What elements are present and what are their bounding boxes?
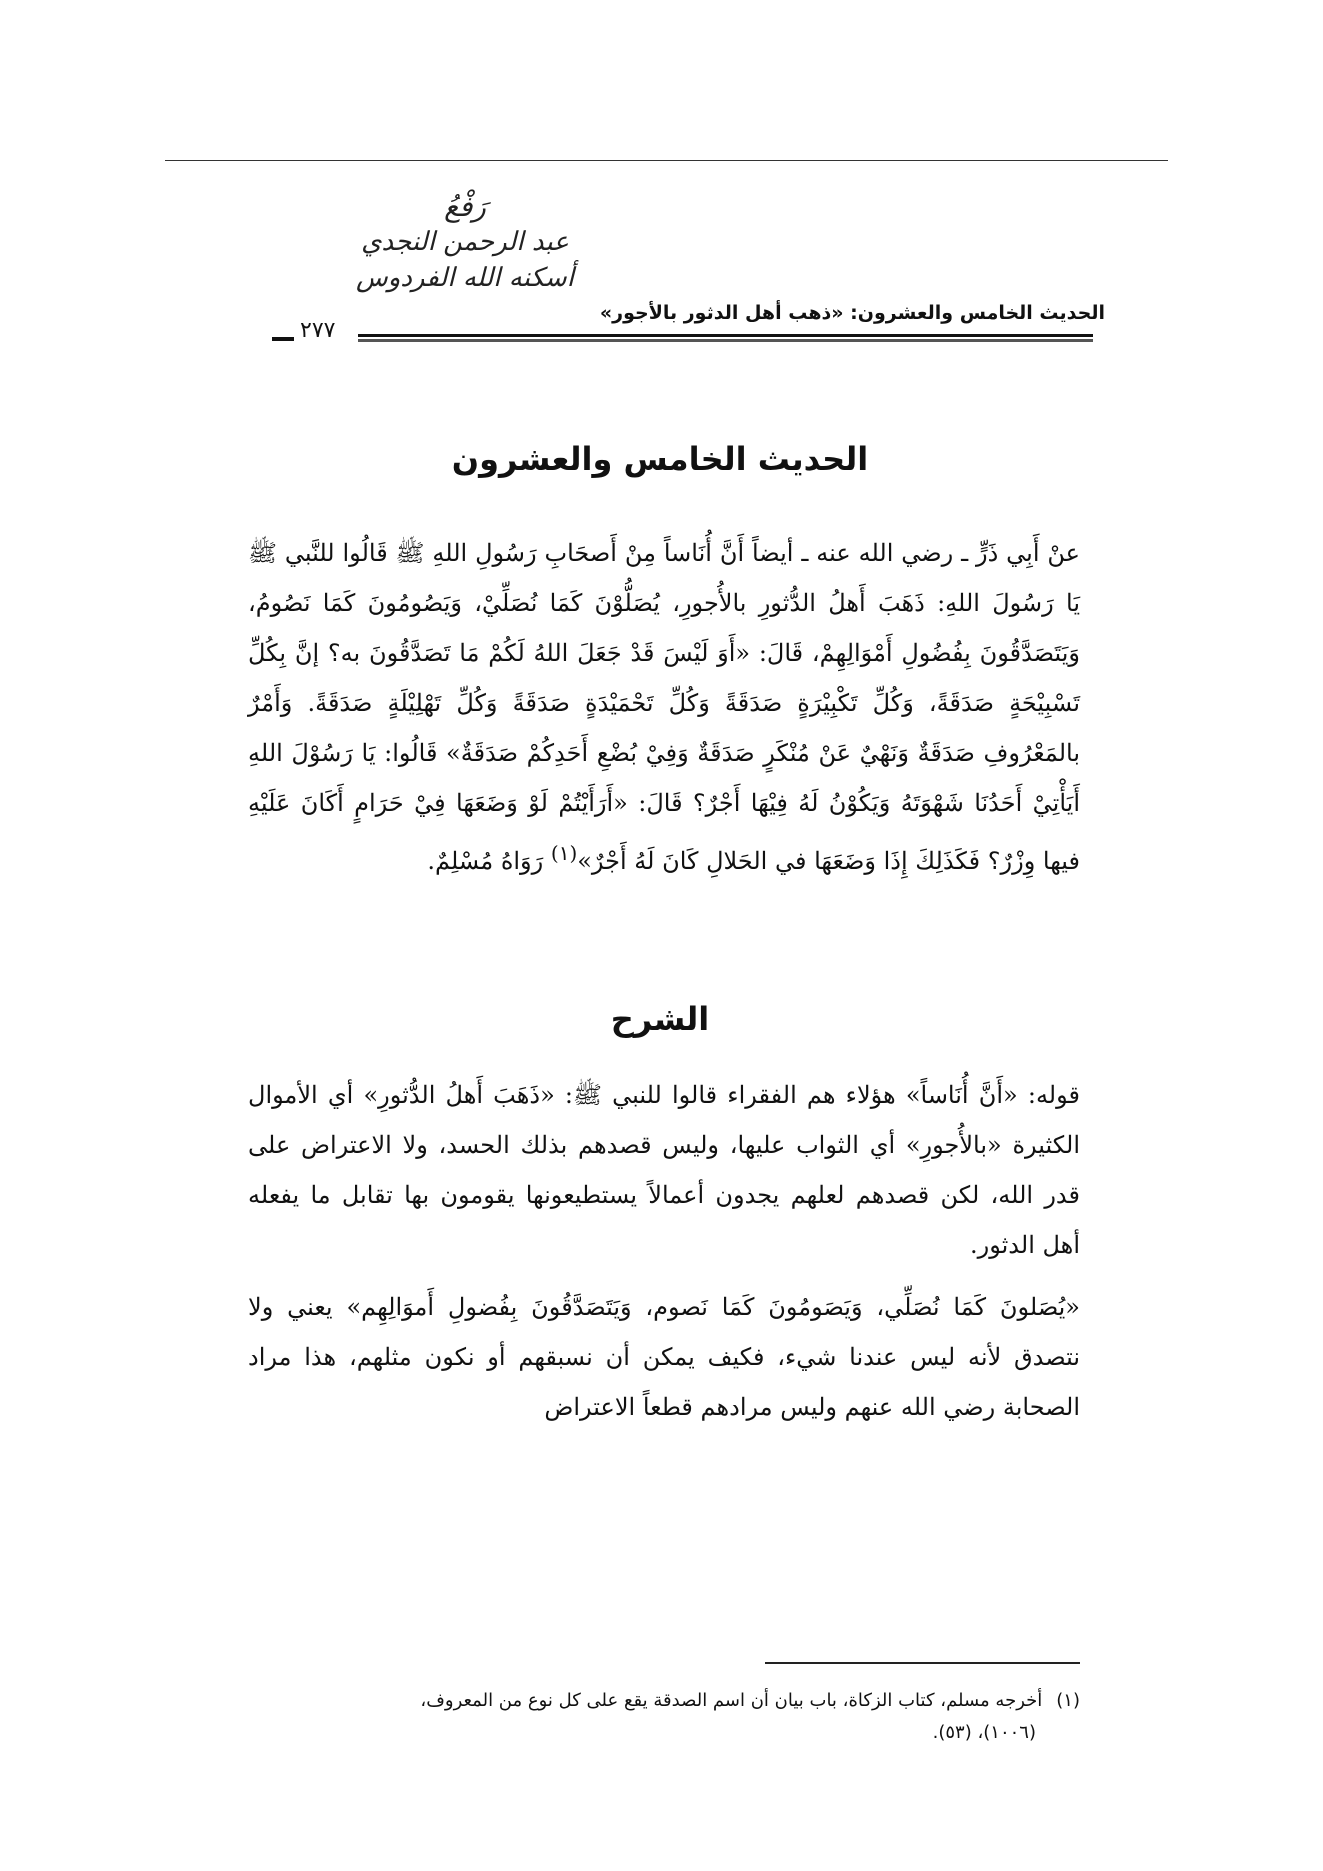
commentary-title: الشرح	[610, 1000, 710, 1038]
ownership-stamp	[335, 190, 595, 325]
footnote-number: (١)	[1056, 1690, 1080, 1711]
hadith-body: عنْ أَبِي ذَرٍّ ـ رضي الله عنه ـ أيضاً أَنَّ أُنَاساً مِنْ أَصحَابِ رَسُولِ اللهِ ﷺ قَالُوا للنَّبي ﷺ يَا رَسُولَ اللهِ: ذَهَبَ أَهلُ الدُّثورِ بالأُجورِ، يُصَلُّوْنَ كَمَا نُصَلِّيْ، وَيَصُومُونَ كَمَا نَصُومُ، وَيَتَصَدَّقُونَ بِفُضُولِ أَمْوَالِهِمْ، قَالَ: «أَوَ لَيْسَ قَدْ جَعَلَ اللهُ لَكُمْ مَا تَصَدَّقُونَ به؟ إنَّ بِكُلِّ تَسْبِيْحَةٍ صَدَقَةً، وَكُلِّ تَكْبِيْرَةٍ صَدَقَةً وَكُلِّ تَحْمَيْدَةٍ صَدَقَةً وَكُلِّ تَهْلِيْلَةٍ صَدَقَةً. وَأَمْرٌ بالمَعْرُوفِ صَدَقَةٌ وَنَهْيٌ عَنْ مُنْكَرٍ صَدَقَةٌ وَفِيْ بُضْعِ أَحَدِكُمْ صَدَقَةٌ» قَالُوا: يَا رَسُوْلَ اللهِ أَيَأْتِيْ أَحَدُنَا شَهْوَتَهُ وَيَكُوْنُ لَهُ فِيْهَا أَجْرٌ؟ قَالَ: «أَرَأَيْتُمْ لَوْ وَضَعَهَا فِيْ حَرَامٍ أَكَانَ عَلَيْهِ فيها وِزْرٌ؟ فَكَذَلِكَ إِذَا وَضَعَهَا في الحَلالِ كَانَ لَهُ أَجْرٌ»	[248, 539, 1081, 875]
commentary-paragraph-1: قوله: «أَنَّ أُنَاساً» هؤلاء هم الفقراء قالوا للنبي ﷺ: «ذَهَبَ أَهلُ الدُّثورِ» أي الأموال الكثيرة «بالأُجورِ» أي الثواب عليها، وليس قصدهم بذلك الحسد، ولا الاعتراض على قدر الله، لكن قصدهم لعلهم يجدون أعمالاً يستطيعونها يقومون بها تقابل ما يفعله أهل الدثور.	[248, 1081, 1080, 1259]
page-number-bar	[272, 337, 294, 341]
commentary-paragraph-2: «يُصَلونَ كَمَا نُصَلِّي، وَيَصَومُونَ كَمَا نَصوم، وَيَتَصَدَّقُونَ بِفُضولِ أَموَالِهِم» يعني ولا نتصدق لأنه ليس عندنا شيء، فكيف يمكن أن نسبقهم أو نكون مثلهم، هذا مراد الصحابة رضي الله عنهم وليس مرادهم قطعاً الاعتراض	[248, 1293, 1080, 1421]
footnote-continuation: (١٠٠٦)، (٥٣).	[932, 1722, 1036, 1743]
stamp-line-2: عبد الرحمن النجدي	[361, 227, 569, 257]
chapter-title: الحديث الخامس والعشرون	[451, 440, 869, 478]
footnote-text: أخرجه مسلم، كتاب الزكاة، باب بيان أن اسم الصدقة يقع على كل نوع من المعروف،	[420, 1690, 1043, 1711]
footnote-rule	[765, 1662, 1080, 1664]
commentary-block	[248, 1070, 1080, 1444]
footnote-reference: (١)	[550, 841, 578, 865]
header-rule	[358, 334, 1093, 342]
hadith-paragraph	[248, 528, 1080, 886]
top-rule	[165, 160, 1168, 161]
page-number: ٢٧٧	[300, 318, 336, 343]
stamp-line-1: رَفْعُ	[444, 190, 486, 223]
footnote	[240, 1685, 1080, 1749]
hadith-source: رَوَاهُ مُسْلِمٌ.	[427, 847, 551, 875]
stamp-line-3: أسكنه الله الفردوس	[356, 263, 574, 293]
hadith-text-block	[248, 528, 1080, 886]
running-header: الحديث الخامس والعشرون: «ذهب أهل الدثور بالأجور»	[599, 302, 1105, 324]
